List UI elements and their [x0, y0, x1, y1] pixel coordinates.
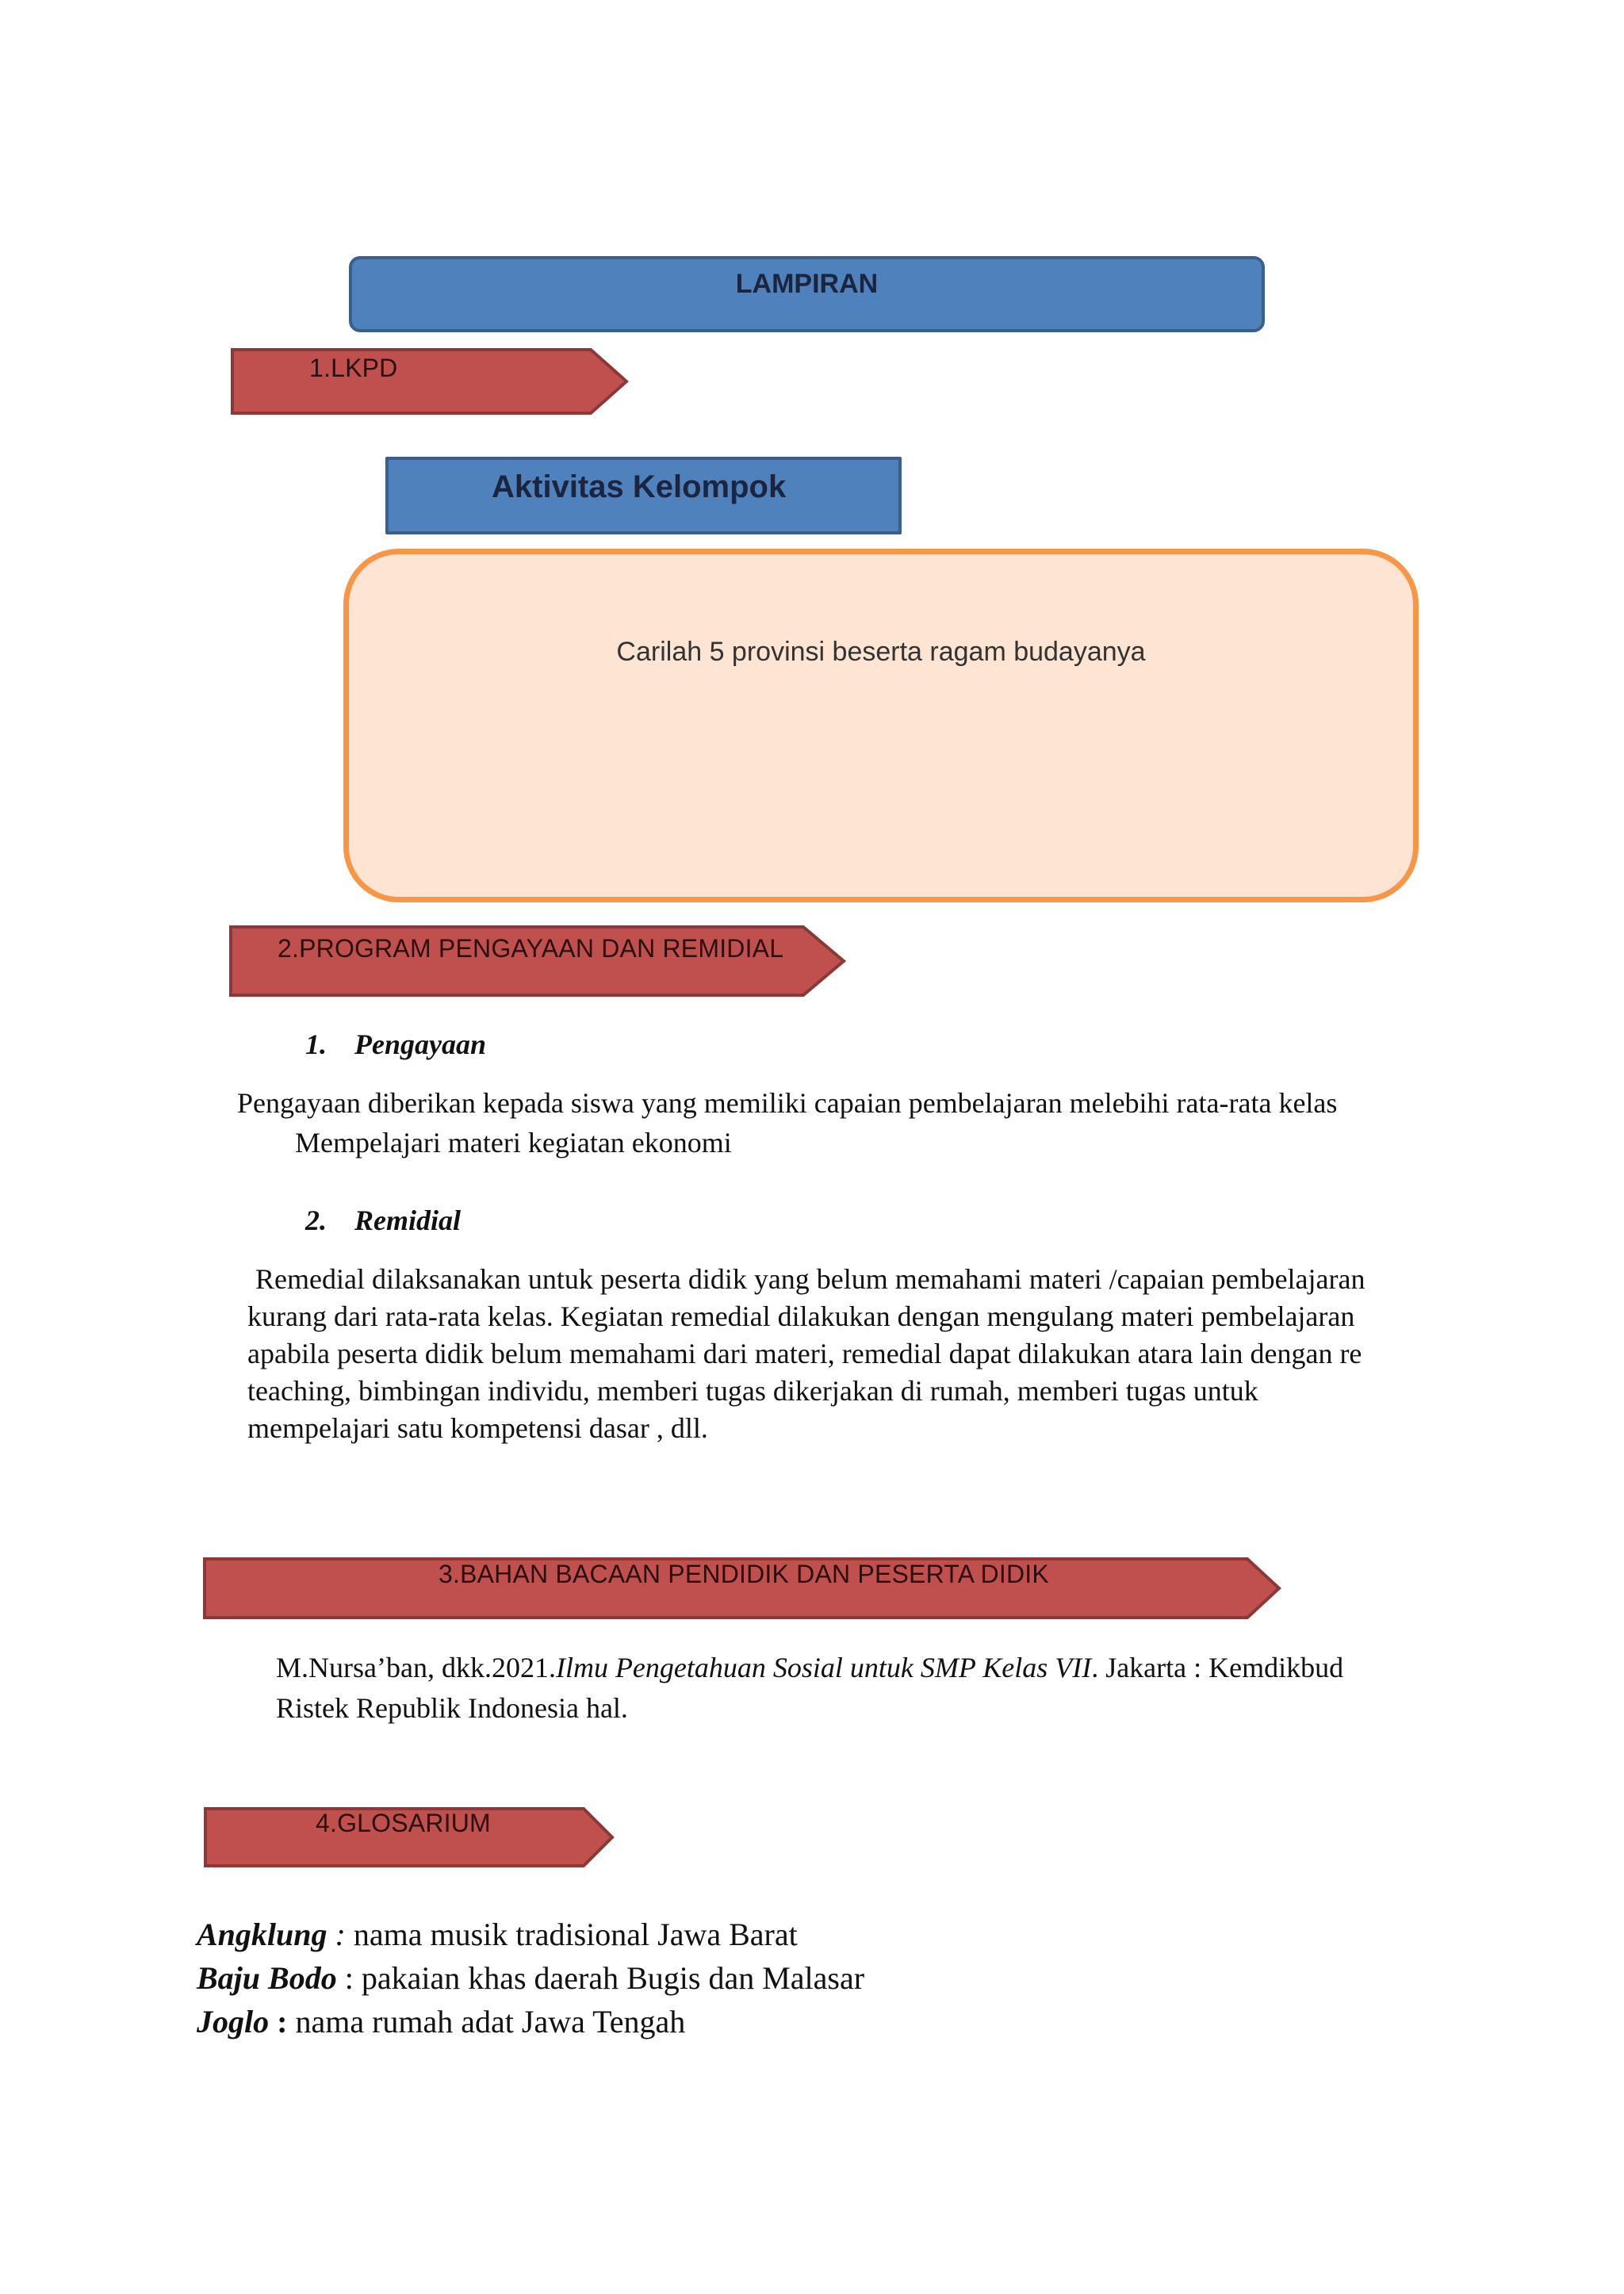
glossary — [197, 1913, 864, 2043]
reference-publisher: . Jakarta : Kemdikbud — [1091, 1652, 1344, 1683]
remidial-line: Remedial dilaksanakan untuk peserta didik yang belum memahami materi /capaian pembelajaran — [255, 1263, 1365, 1295]
reference-title: Ilmu Pengetahuan Sosial untuk SMP Kelas VII — [555, 1652, 1092, 1683]
section-3-label: 3.BAHAN BACAAN PENDIDIK DAN PESERTA DIDIK — [439, 1560, 1049, 1588]
remidial-line: kurang dari rata-rata kelas. Kegiatan remedial dilakukan dengan mengulang materi pembelajaran — [247, 1300, 1355, 1332]
pengayaan-heading — [305, 1028, 486, 1061]
reference-author: M.Nursa’ban, dkk.2021. — [276, 1652, 556, 1683]
section-2-arrow — [228, 925, 847, 998]
remidial-paragraph — [247, 1261, 1365, 1447]
section-4-arrow — [203, 1806, 615, 1868]
glossary-separator: : — [269, 2004, 288, 2039]
section-3-arrow — [202, 1557, 1282, 1620]
activity-banner — [385, 457, 902, 534]
glossary-definition: nama musik tradisional Jawa Barat — [345, 1917, 798, 1952]
remidial-heading — [305, 1204, 461, 1237]
glossary-entry — [197, 2000, 864, 2043]
glossary-term: Baju Bodo — [197, 1960, 337, 1996]
reference-line-2: Ristek Republik Indonesia hal. — [276, 1692, 628, 1724]
activity-title: Aktivitas Kelompok — [492, 469, 787, 504]
remidial-number: 2. — [305, 1204, 327, 1236]
section-2-label: 2.PROGRAM PENGAYAAN DAN REMIDIAL — [278, 934, 784, 963]
glossary-definition: nama rumah adat Jawa Tengah — [287, 2004, 686, 2039]
pengayaan-line-1: Pengayaan diberikan kepada siswa yang memiliki capaian pembelajaran melebihi rata-rata kelas — [237, 1087, 1338, 1119]
reference-line-1 — [276, 1649, 1343, 1687]
remidial-line: mempelajari satu kompetensi dasar , dll. — [247, 1412, 708, 1444]
remidial-line: teaching, bimbingan individu, memberi tugas dikerjakan di rumah, memberi tugas untuk — [247, 1375, 1258, 1407]
pengayaan-line-2: Mempelajari materi kegiatan ekonomi — [295, 1127, 732, 1158]
task-text: Carilah 5 provinsi beserta ragam budayanya — [616, 637, 1146, 667]
glossary-separator: : — [327, 1917, 346, 1952]
pengayaan-number: 1. — [305, 1028, 327, 1060]
glossary-entry — [197, 1913, 864, 1956]
lampiran-banner — [349, 256, 1265, 332]
pengayaan-title: Pengayaan — [354, 1028, 486, 1060]
glossary-separator: : — [336, 1960, 354, 1996]
glossary-entry — [197, 1956, 864, 2000]
lampiran-title: LAMPIRAN — [735, 268, 879, 299]
task-box — [343, 549, 1419, 902]
remidial-title: Remidial — [354, 1204, 461, 1236]
section-1-label: 1.LKPD — [309, 354, 398, 382]
arrow-shape-1 — [230, 347, 630, 416]
section-1-arrow — [230, 347, 630, 416]
glossary-term: Angklung — [197, 1917, 327, 1952]
glossary-term: Joglo — [197, 2004, 270, 2039]
glossary-definition: pakaian khas daerah Bugis dan Malasar — [353, 1960, 865, 1996]
remidial-line: apabila peserta didik belum memahami dari materi, remedial dapat dilakukan atara lain dengan re — [247, 1338, 1362, 1369]
section-4-label: 4.GLOSARIUM — [316, 1809, 491, 1837]
